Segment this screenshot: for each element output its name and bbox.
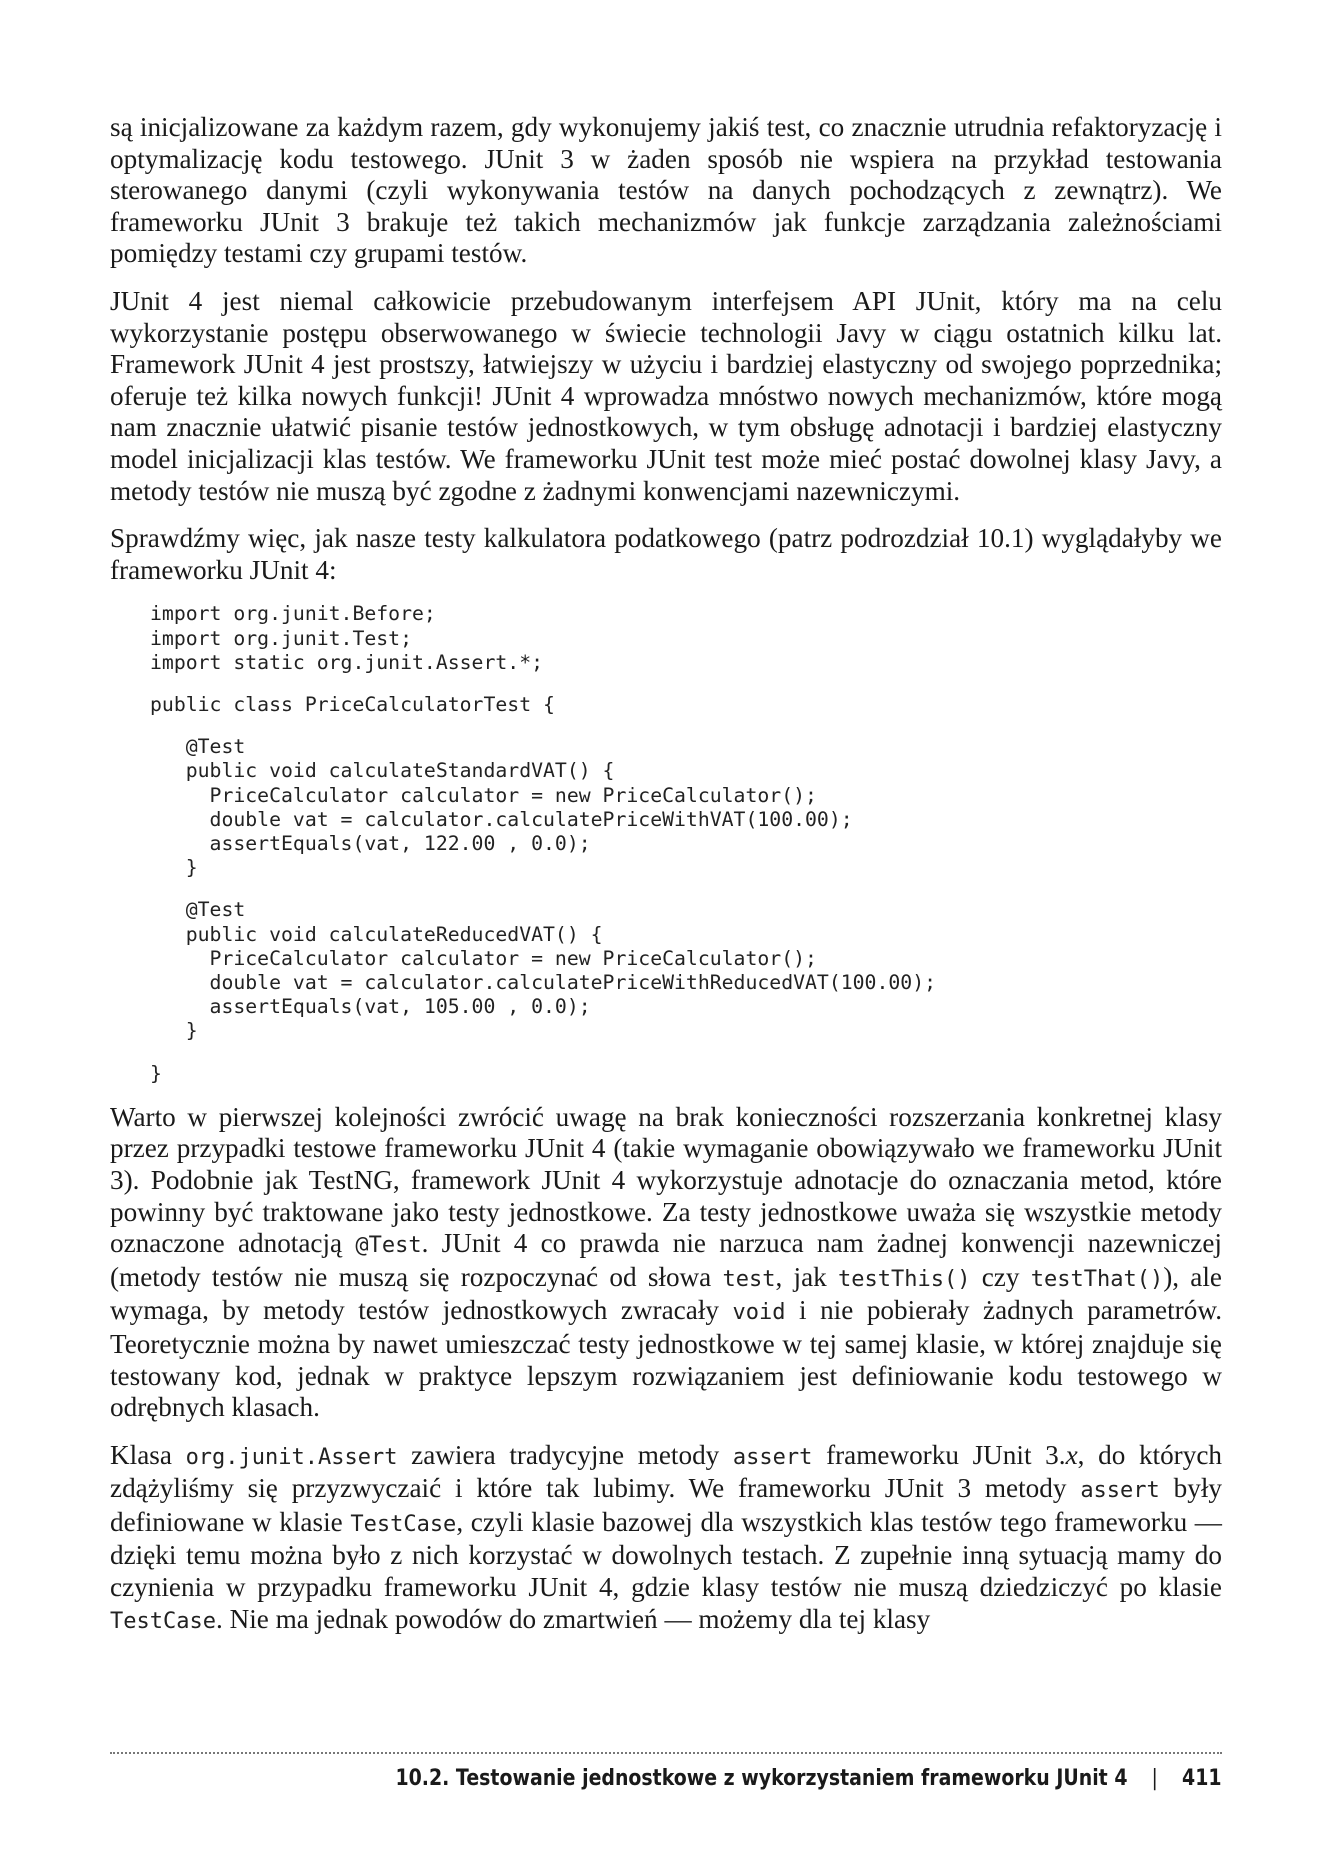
- inline-code: testThis(): [838, 1266, 971, 1292]
- paragraph-2: JUnit 4 jest niemal całkowicie przebudowanym interfejsem API JUnit, który ma na celu wykorzystanie postępu obserwowanego w świecie technologii Javy w ciągu ostatnich kilku lat. Framework JUnit 4 jest prostszy, łatwiejszy w użyciu i bardziej elastyczny od swojego poprzednika; oferuje też kilka nowych funkcji! JUnit 4 wprowadza mnóstwo nowych mechanizmów, które mogą nam znacznie ułatwić pisanie testów jednostkowych, w tym obsługę adnotacji i bardziej elastyczny model inicjalizacji klas testów. We frameworku JUnit test może mieć postać dowolnej klasy Javy, a metody testów nie muszą być zgodne z żadnymi konwencjami nazewniczymi.: [110, 285, 1222, 506]
- code-class-close: }: [150, 1061, 162, 1085]
- inline-code: TestCase: [350, 1511, 457, 1537]
- text-run: frameworku JUnit 3.: [812, 1439, 1066, 1470]
- footer-rule: [110, 1752, 1222, 1754]
- inline-code: TestCase: [110, 1608, 216, 1634]
- code-method-reduced-vat: @Test public void calculateReducedVAT() { PriceCalculator calculator = new PriceCalculator(); double vat = calculator.calculatePriceWithReducedVAT(100.00); assertEquals(vat, 105.00 , 0.0); }: [185, 898, 937, 1043]
- text-run: Warto w pierwszej kolejności zwrócić uwagę na brak konieczności rozszerzania konkretnej klasy przez przypadki testowe frameworku JUnit 4 (takie wymaganie obowiązywało we frameworku JUnit 3). Podobnie jak TestNG, framework JUnit 4 wykorzystuje adnotacje do oznaczania metod, które powinny być traktowane jako testy jednostkowe. Za testy jednostkowe uważa się wszystkie metody oznaczone adnotacją: [110, 1101, 1222, 1259]
- inline-code: testThat(): [1030, 1266, 1164, 1292]
- italic-text: x: [1065, 1439, 1078, 1470]
- text-run: , jak: [775, 1261, 839, 1292]
- inline-code: void: [732, 1300, 786, 1326]
- text-run: zawiera tradycyjne metody: [397, 1439, 733, 1470]
- text-run: ), ale wymaga, by metody testów jednostkowych zwracały: [110, 1261, 1222, 1326]
- text-run: , do których zdążyliśmy się przyzwyczaić i które tak lubimy. We frameworku JUnit 3 metody: [110, 1439, 1222, 1504]
- paragraph-4: [110, 1102, 1222, 1424]
- code-listing: [150, 602, 1222, 1085]
- paragraph-1: są inicjalizowane za każdym razem, gdy wykonujemy jakiś test, co znacznie utrudnia refaktoryzację i optymalizację kodu testowego. JUnit 3 w żaden sposób nie wspiera na przykład testowania sterowanego danymi (czyli wykonywania testów na danych pochodzących z zewnątrz). We frameworku JUnit 3 brakuje też takich mechanizmów jak funkcje zarządzania zależnościami pomiędzy testami czy grupami testów.: [110, 112, 1222, 269]
- inline-code: assert: [1080, 1478, 1160, 1504]
- page-number: 411: [1182, 1766, 1222, 1791]
- code-imports: import org.junit.Before; import org.junit.Test; import static org.junit.Assert.*;: [150, 602, 544, 674]
- footer-section-title: 10.2. Testowanie jednostkowe z wykorzystaniem frameworku JUnit 4: [395, 1766, 1128, 1791]
- text-run: były definiowane w klasie: [110, 1473, 1222, 1537]
- running-footer: [396, 1766, 1222, 1791]
- text-run: . Nie ma jednak powodów do zmartwień — możemy dla tej klasy: [215, 1603, 931, 1634]
- footer-separator: |: [1152, 1766, 1159, 1791]
- code-method-standard-vat: @Test public void calculateStandardVAT() { PriceCalculator calculator = new PriceCalculator(); double vat = calculator.calculatePriceWithVAT(100.00); assertEquals(vat, 122.00 , 0.0); }: [185, 735, 853, 880]
- code-class-declaration: public class PriceCalculatorTest {: [150, 692, 555, 716]
- text-run: czy: [970, 1261, 1031, 1292]
- inline-code: assert: [732, 1444, 813, 1470]
- paragraph-5: [110, 1440, 1222, 1638]
- inline-code: org.junit.Assert: [185, 1444, 398, 1470]
- text-run: i nie pobierały żadnych parametrów. Teoretycznie można by nawet umieszczać testy jednostkowe w tej samej klasie, w której znajduje się testowany kod, jednak w praktyce lepszym rozwiązaniem jest definiowanie kodu testowego w odrębnych klasach.: [110, 1295, 1222, 1423]
- page-body: [110, 112, 1222, 1653]
- inline-code: test: [722, 1266, 776, 1292]
- paragraph-3: Sprawdźmy więc, jak nasze testy kalkulatora podatkowego (patrz podrozdział 10.1) wyglądałyby we frameworku JUnit 4:: [110, 523, 1222, 585]
- text-run: Klasa: [110, 1439, 186, 1470]
- text-run: , czyli klasie bazowej dla wszystkich klas testów tego frameworku — dzięki temu można było z nich korzystać w dowolnych testach. Z zupełnie inną sytuacją mamy do czynienia w przypadku frameworku JUnit 4, gdzie klasy testów nie muszą dziedziczyć po klasie: [110, 1506, 1222, 1603]
- text-run: . JUnit 4 co prawda nie narzuca nam żadnej konwencji nazewniczej (metody testów nie muszą się rozpoczynać od słowa: [110, 1228, 1222, 1292]
- inline-code: @Test: [355, 1233, 422, 1259]
